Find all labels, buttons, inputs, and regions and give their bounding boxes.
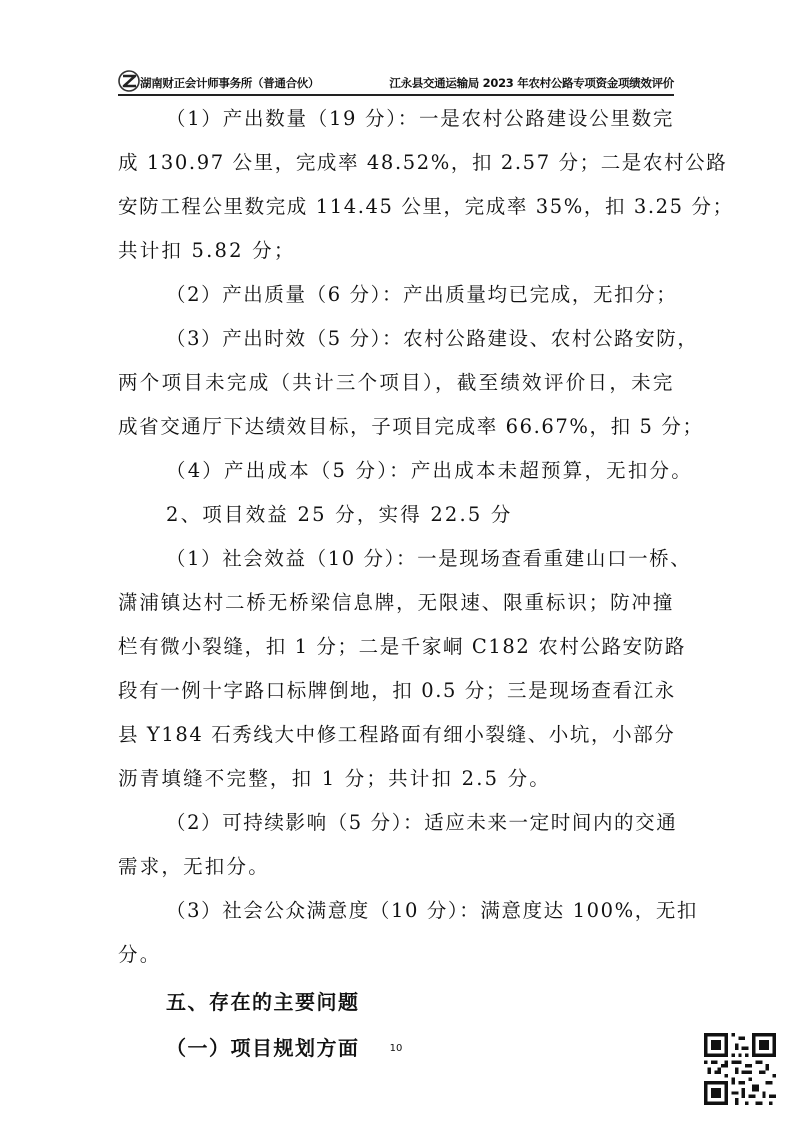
body-line-2: 成 130.97 公里，完成率 48.52%，扣 2.57 分；二是农村公路	[118, 151, 728, 174]
body-line-20: 分。	[118, 943, 162, 966]
body-line-10: 2、项目效益 25 分，实得 22.5 分	[166, 503, 513, 526]
body-line-6: （3）产出时效（5 分）：农村公路建设、农村公路安防，	[166, 327, 699, 350]
body-line-4: 共计扣 5.82 分；	[118, 239, 296, 262]
firm-name: 湖南财正会计师事务所（普通合伙）	[140, 76, 320, 90]
body-line-17: （2）可持续影响（5 分）：适应未来一定时间内的交通	[166, 811, 678, 834]
document-title: 江永县交通运输局 2023 年农村公路专项资金项绩效评价	[389, 76, 674, 90]
page-number: 10	[389, 1043, 403, 1054]
body-line-3: 安防工程公里数完成 114.45 公里，完成率 35%，扣 3.25 分；	[118, 195, 734, 218]
body-line-1: （1）产出数量（19 分）：一是农村公路建设公里数完	[166, 107, 674, 130]
qr-code-icon	[704, 1033, 776, 1105]
body-line-18: 需求，无扣分。	[118, 855, 270, 878]
body-line-7: 两个项目未完成（共计三个项目），截至绩效评价日，未完	[118, 371, 674, 394]
body-line-15: 县 Y184 石秀线大中修工程路面有细小裂缝、小坑，小部分	[118, 723, 676, 746]
section-heading: 五、存在的主要问题	[166, 990, 360, 1014]
body-line-16: 沥青填缝不完整，扣 1 分；共计扣 2.5 分。	[118, 767, 552, 790]
subsection-heading: （一）项目规划方面	[166, 1036, 360, 1060]
body-line-14: 段有一例十字路口标牌倒地，扣 0.5 分；三是现场查看江永	[118, 679, 676, 702]
body-line-12: 潇浦镇达村二桥无桥梁信息牌，无限速、限重标识；防冲撞	[118, 591, 674, 614]
body-line-19: （3）社会公众满意度（10 分）：满意度达 100%，无扣	[166, 899, 699, 922]
body-line-11: （1）社会效益（10 分）：一是现场查看重建山口一桥、	[166, 547, 692, 570]
body-line-5: （2）产出质量（6 分）：产出质量均已完成，无扣分；	[166, 283, 678, 306]
body-line-9: （4）产出成本（5 分）：产出成本未超预算，无扣分。	[166, 459, 693, 482]
page-header	[118, 70, 674, 96]
body-line-8: 成省交通厅下达绩效目标，子项目完成率 66.67%，扣 5 分；	[118, 415, 704, 438]
body-line-13: 栏有微小裂缝，扣 1 分；二是千家峒 C182 农村公路安防路	[118, 635, 686, 658]
